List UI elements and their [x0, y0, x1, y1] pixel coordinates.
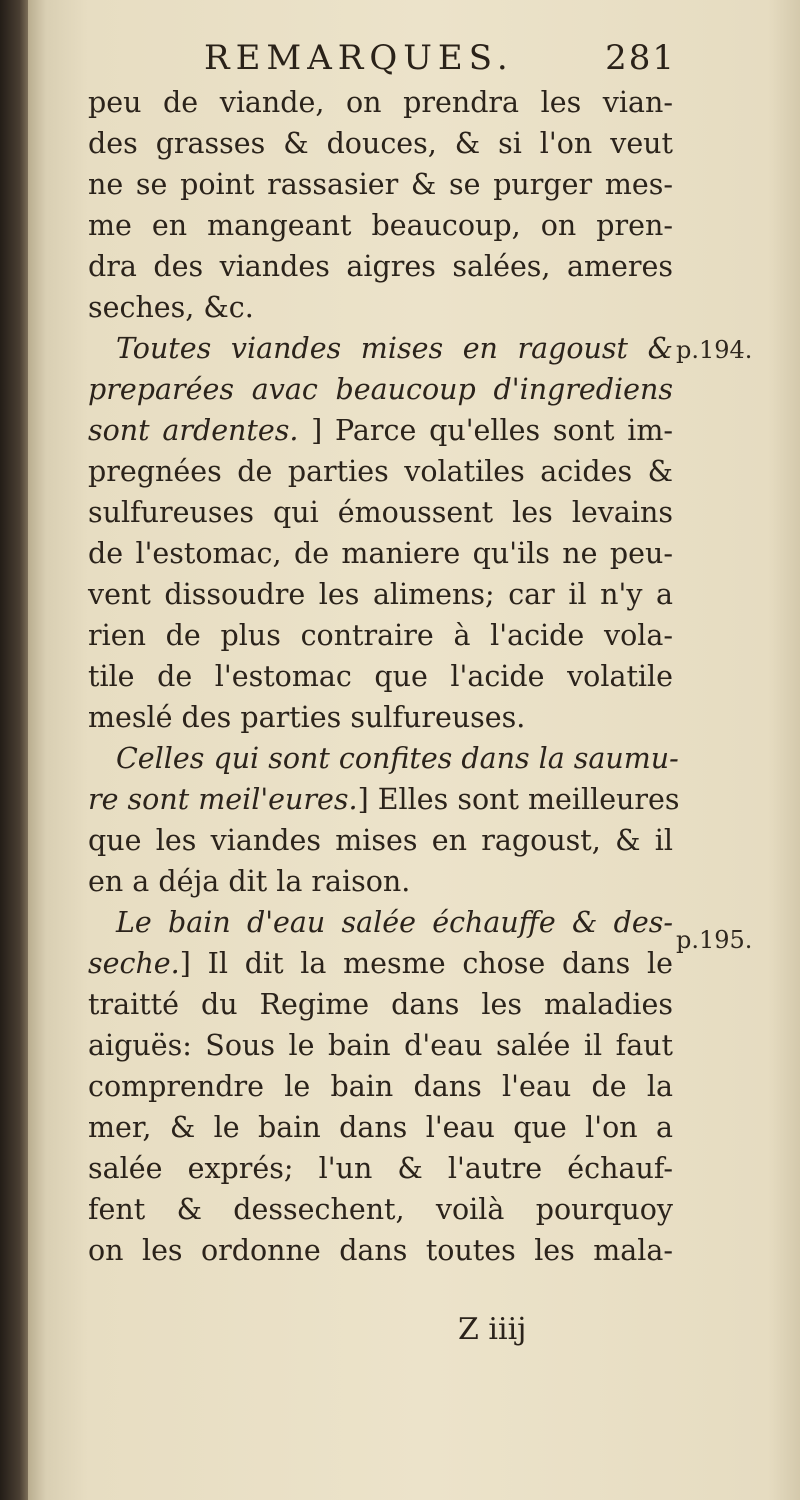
text-line [88, 1107, 673, 1148]
text-line [88, 984, 673, 1025]
line-text: que les viandes mises en ragoust, & il [88, 824, 673, 857]
line-text: pregnées de parties volatiles acides & [88, 455, 673, 488]
text-line [88, 82, 673, 123]
italic-lemma: re sont meil'eures. [88, 783, 358, 816]
line-text: traitté du Regime dans les maladies [88, 988, 673, 1021]
line-text: ] Il dit la mesme chose dans le [179, 947, 673, 980]
line-text: fent & dessechent, voilà pourquoy [88, 1193, 673, 1226]
line-text: seches, &c. [88, 291, 254, 324]
margin-note-p194: p.194. [676, 336, 753, 364]
italic-lemma: preparées avac beaucoup d'ingrediens [88, 373, 673, 406]
line-text: vent dissoudre les alimens; car il n'y a [88, 578, 673, 611]
signature-mark: Z iiij [458, 1312, 527, 1347]
text-line [88, 656, 673, 697]
text-line [88, 246, 673, 287]
line-text: ] Parce qu'elles sont im- [298, 414, 673, 447]
line-text: en a déja dit la raison. [88, 865, 411, 898]
text-line [88, 902, 673, 943]
text-line [88, 1025, 673, 1066]
line-text: ne se point rassasier & se purger mes- [88, 168, 673, 201]
text-line [88, 779, 680, 820]
text-line [88, 943, 673, 984]
italic-lemma: Celles qui sont confites dans la saumu- [116, 742, 679, 775]
text-line [88, 164, 673, 205]
line-text: rien de plus contraire à l'acide vola- [88, 619, 673, 652]
text-line [88, 615, 673, 656]
line-text: mer, & le bain dans l'eau que l'on a [88, 1111, 673, 1144]
text-line [88, 574, 673, 615]
text-line [88, 451, 673, 492]
line-text: peu de viande, on prendra les vian- [88, 86, 673, 119]
text-line [88, 861, 673, 902]
body-text [88, 82, 680, 1271]
line-text: comprendre le bain dans l'eau de la [88, 1070, 673, 1103]
running-title: REMARQUES. [204, 38, 514, 78]
line-text: aiguës: Sous le bain d'eau salée il faut [88, 1029, 673, 1062]
line-text: tile de l'estomac que l'acide volatile [88, 660, 673, 693]
text-line [88, 1148, 673, 1189]
text-line [88, 287, 673, 328]
book-gutter [0, 0, 28, 1500]
italic-lemma: Toutes viandes mises en ragoust & [116, 332, 673, 365]
line-text: ] Elles sont meilleures [357, 783, 680, 816]
line-text: me en mangeant beaucoup, on pren- [88, 209, 673, 242]
text-line [88, 820, 673, 861]
italic-lemma: sont ardentes. [88, 414, 299, 447]
text-line [88, 123, 673, 164]
text-line [88, 1189, 673, 1230]
text-line [88, 1230, 673, 1271]
text-line [88, 410, 673, 451]
line-text: meslé des parties sulfureuses. [88, 701, 526, 734]
text-line [88, 533, 673, 574]
text-line [88, 328, 673, 369]
text-line [88, 205, 673, 246]
text-line [88, 369, 673, 410]
line-text: on les ordonne dans toutes les mala- [88, 1234, 673, 1267]
line-text: de l'estomac, de maniere qu'ils ne peu- [88, 537, 673, 570]
line-text: des grasses & douces, & si l'on veut [88, 127, 673, 160]
page-number: 281 [605, 38, 676, 78]
margin-note-p195: p.195. [676, 926, 753, 954]
italic-lemma: seche. [88, 947, 180, 980]
text-line [88, 697, 673, 738]
text-line [88, 492, 673, 533]
book-page [28, 0, 800, 1500]
text-line [88, 1066, 673, 1107]
italic-lemma: Le bain d'eau salée échauffe & des- [116, 906, 673, 939]
line-text: sulfureuses qui émoussent les levains [88, 496, 673, 529]
line-text: salée exprés; l'un & l'autre échauf- [88, 1152, 673, 1185]
text-line [88, 738, 679, 779]
line-text: dra des viandes aigres salées, ameres [88, 250, 673, 283]
